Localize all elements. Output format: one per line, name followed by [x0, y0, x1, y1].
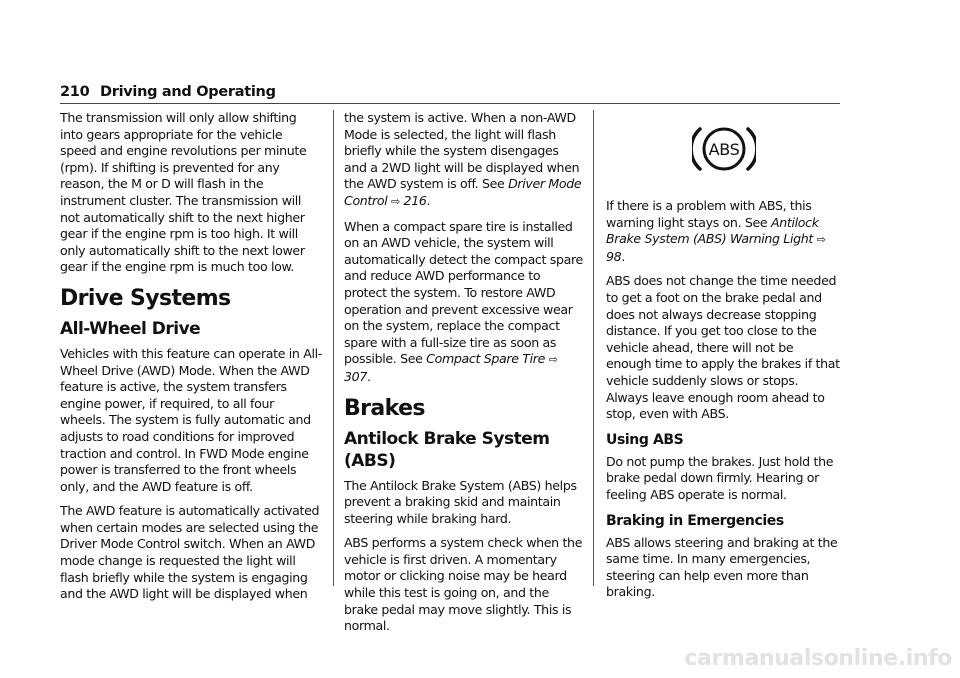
- transmission-paragraph: The transmission will only allow shifting into gears appropriate for the vehicle speed and engine revolutions per minute (rpm). If shifting is prevented for any reason, the M or D will flash in the instrument cluster. The transmission will not automatically shift to the next higher gear if the engine rpm is too high. It will only automatically shift to the next lower gear if the engine rpm is much too low.: [60, 110, 307, 275]
- column-3: [606, 110, 842, 609]
- page-ref-arrow-icon: ⇨: [548, 353, 558, 367]
- abs-warning-symbol: [606, 110, 842, 194]
- watermark: carmanualsonline.info: [684, 646, 952, 671]
- column-2: [344, 110, 584, 643]
- page-ref-arrow-icon: ⇨: [391, 194, 400, 208]
- brakes-heading: Brakes: [344, 395, 425, 421]
- column-1: [60, 110, 322, 611]
- compact-spare-paragraph: When a compact spare tire is installed on an AWD vehicle, the system will automatically detect the compact spare and reduce AWD performance to protect the system. To restore AWD operation and prevent excessive wear on the system, replace the compact spare with a full-size tire as soon as possible. See Compact Spare Tire ⇨ 307.: [344, 218, 583, 384]
- page-number: 210: [60, 84, 90, 100]
- braking-emergencies-paragraph: ABS allows steering and braking at the same time. In many emergencies, steering can help even more than braking.: [606, 534, 838, 600]
- drive-systems-heading: Drive Systems: [60, 285, 231, 311]
- column-divider-2: [593, 110, 594, 586]
- abs-warning-light-link[interactable]: Antilock Brake System (ABS) Warning Light ⇨ 98: [606, 214, 826, 264]
- header-rule: [60, 103, 840, 104]
- using-abs-paragraph: Do not pump the brakes. Just hold the brake pedal down firmly. Hearing or feeling ABS operate is normal.: [606, 453, 834, 502]
- awd-paragraph-1: Vehicles with this feature can operate in All-Wheel Drive (AWD) Mode. When the AWD feature is active, the system transfers engine power, if required, to all four wheels. The system is fully automatic and adjusts to road conditions for improved traction and control. In FWD Mode engine power is transferred to the front wheels only, and the AWD feature is off.: [60, 345, 322, 494]
- abs-warning-paragraph: If there is a problem with ABS, this warning light stays on. See Antilock Brake System (ABS) Warning Light ⇨ 98.: [606, 198, 826, 264]
- column-divider-1: [333, 110, 334, 586]
- using-abs-heading: Using ABS: [606, 431, 684, 448]
- compact-spare-tire-link[interactable]: Compact Spare Tire ⇨ 307: [344, 351, 558, 384]
- section-title: Driving and Operating: [100, 84, 276, 100]
- abs-icon: [692, 122, 756, 176]
- abs-symbol-label: ABS: [708, 140, 740, 159]
- driver-mode-control-link[interactable]: Driver Mode Control ⇨ 216: [344, 176, 582, 208]
- abs-paragraph-1: The Antilock Brake System (ABS) helps prevent a braking skid and maintain steering while braking hard.: [344, 477, 577, 526]
- abs-paragraph-2: ABS performs a system check when the vehicle is first driven. A momentary motor or clicking noise may be heard while this test is going on, and the brake pedal may move slightly. This is normal.: [344, 535, 583, 634]
- page-header: [60, 84, 840, 104]
- awd-paragraph-2: The AWD feature is automatically activated when certain modes are selected using the Driver Mode Control switch. When an AWD mode change is requested the light will flash briefly while the system is engaging and the AWD light will be displayed when: [60, 503, 320, 602]
- awd-continued-paragraph: the system is active. When a non-AWD Mode is selected, the light will flash briefly while the system disengages and a 2WD light will be displayed when the AWD system is off. See Driver Mode Control ⇨ 216.: [344, 110, 582, 208]
- braking-emergencies-heading: Braking in Emergencies: [606, 512, 784, 529]
- abs-heading: Antilock Brake System (ABS): [344, 428, 550, 471]
- abs-time-paragraph: ABS does not change the time needed to get a foot on the brake pedal and does not always decrease stopping distance. If you get too close to the vehicle ahead, there will not be enough time to apply the brakes if that vehicle suddenly slows or stops. Always leave enough room ahead to stop, even with ABS.: [606, 273, 840, 422]
- awd-heading: All-Wheel Drive: [60, 318, 201, 339]
- page-ref-arrow-icon: ⇨: [816, 233, 826, 247]
